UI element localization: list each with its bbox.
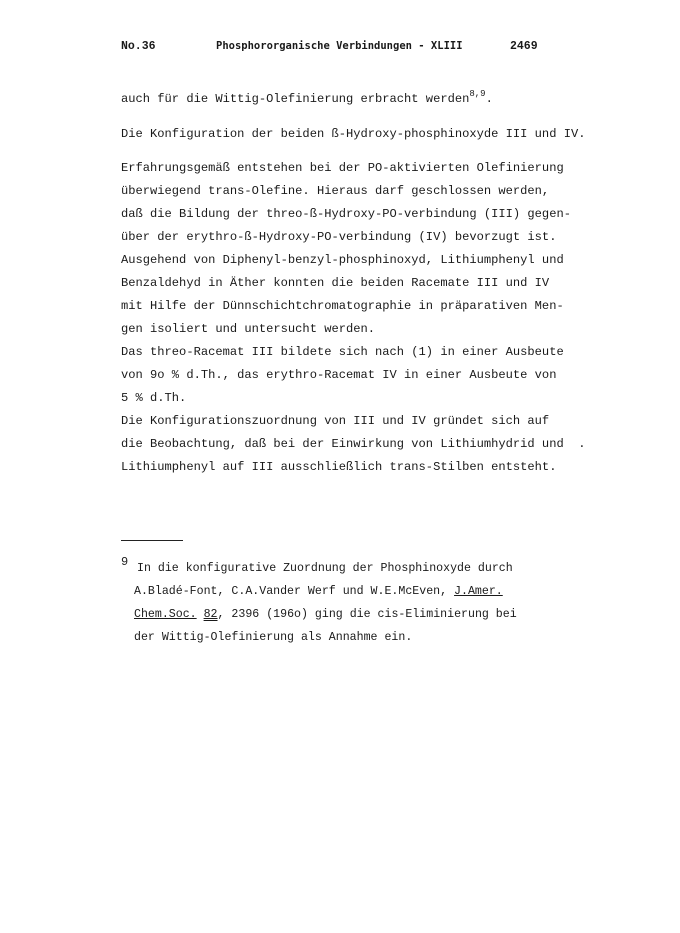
paragraph-line: Das threo-Racemat III bildete sich nach (1) in einer Ausbeute [121,345,564,359]
paragraph-line: Benzaldehyd in Äther konnten die beiden Racemate III und IV [121,276,550,290]
paragraph-line: Lithiumphenyl auf III ausschließlich trans-Stilben entsteht. [121,460,557,474]
footnote-line: In die konfigurative Zuordnung der Phosphinoxyde durch [137,562,513,575]
paragraph-line: die Beobachtung, daß bei der Einwirkung von Lithiumhydrid und . [121,437,586,451]
footnote-number: 9 [121,555,129,569]
footnote-volume: 82 [203,608,218,621]
paragraph-line: von 9o % d.Th., das erythro-Racemat IV in einer Ausbeute von [121,368,557,382]
paragraph-line: überwiegend trans-Olefine. Hieraus darf geschlossen werden, [121,184,550,198]
footnote-line: der Wittig-Olefinierung als Annahme ein. [134,631,413,644]
intro-end: . [485,92,493,107]
footnote-journal-cont: Chem.Soc. [134,608,197,621]
page-number: 2469 [510,40,538,53]
footnote-ref: 8,9 [469,89,486,99]
paragraph-line: daß die Bildung der threo-ß-Hydroxy-PO-verbindung (III) gegen- [121,207,571,221]
paragraph-line: über der erythro-ß-Hydroxy-PO-verbindung (IV) bevorzugt ist. [121,230,557,244]
footnote-line [134,608,517,621]
footnote-journal: J.Amer. [454,585,503,598]
footnote-authors: A.Bladé-Font, C.A.Vander Werf und W.E.McEven, [134,585,455,598]
intro-line [121,90,493,106]
paragraph-line: Die Konfigurationszuordnung von III und IV gründet sich auf [121,414,550,428]
journal-number: No.36 [121,40,156,53]
section-heading: Die Konfiguration der beiden ß-Hydroxy-phosphinoxyde III und IV. [121,127,586,141]
paragraph-line: mit Hilfe der Dünnschichtchromatographie in präparativen Men- [121,299,564,313]
footnote-citation-rest: , 2396 (196o) ging die cis-Eliminierung bei [217,608,517,621]
paragraph-line: gen isoliert und untersucht werden. [121,322,376,336]
paragraph-line: Ausgehend von Diphenyl-benzyl-phosphinoxyd, Lithiumphenyl und [121,253,564,267]
paragraph-line: Erfahrungsgemäß entstehen bei der PO-aktivierten Olefinierung [121,161,564,175]
running-title: Phosphororganische Verbindungen - XLIII [216,40,463,52]
intro-text: auch für die Wittig-Olefinierung erbracht werden [121,92,470,107]
paragraph-line: 5 % d.Th. [121,391,187,405]
footnote-space [197,608,204,621]
footnote-divider [121,540,183,541]
footnote-line [134,585,503,598]
